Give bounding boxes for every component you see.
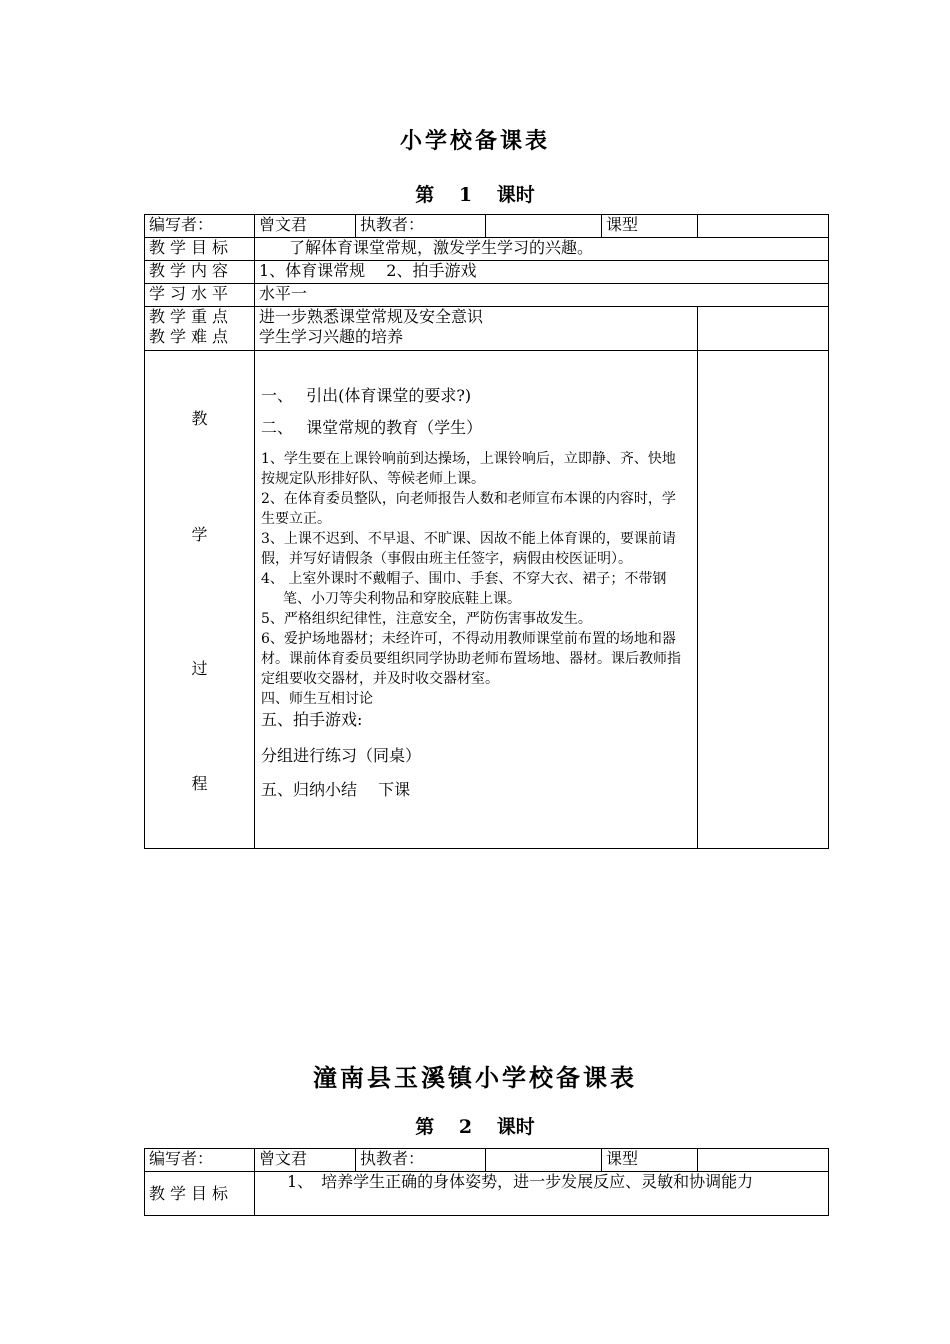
focus-value: 进一步熟悉课堂常规及安全意识 [259, 307, 484, 326]
doc1-lesson-heading [0, 180, 950, 207]
goal-label: 教学目标 [145, 1172, 255, 1216]
lesson-suffix: 课时 [496, 184, 535, 206]
lesson-number: 2 [458, 1116, 473, 1138]
type-value [698, 215, 829, 238]
content-row [145, 261, 829, 284]
process-item: 3、上课不迟到、不早退、不旷课、因故不能上体育课的，要课前请假，并写好请假条（事假由班主任签字，病假由校医证明）。 [261, 531, 676, 567]
content-label: 教学内容 [145, 261, 255, 284]
goal-label: 教学目标 [145, 238, 255, 261]
process-item: 2、在体育委员整队，向老师报告人数和老师宣布本课的内容时，学生要立正。 [261, 491, 676, 527]
teacher-label: 执教者： [356, 215, 486, 238]
author-value: 曾文君 [255, 215, 356, 238]
author-value: 曾文君 [255, 1149, 356, 1172]
focus-row [145, 307, 829, 351]
focus-notes [698, 307, 829, 351]
process-char: 程 [191, 774, 208, 793]
doc2-lesson-heading [0, 1112, 950, 1139]
doc1-lesson-table [144, 214, 829, 849]
process-item: 5、严格组织纪律性，注意安全，严防伤害事故发生。 [261, 611, 592, 627]
focus-label: 教学重点 [149, 307, 234, 326]
process-char: 过 [191, 659, 208, 678]
teacher-value [486, 1149, 602, 1172]
focus-labels [145, 307, 255, 351]
header-row [145, 215, 829, 238]
process-practice: 分组进行练习（同桌） [261, 746, 422, 765]
level-value: 水平一 [255, 284, 829, 307]
lesson-number: 1 [458, 184, 473, 206]
goal-value: 了解体育课堂常规，激发学生学习的兴趣。 [255, 238, 829, 261]
process-game: 五、拍手游戏: [261, 710, 363, 729]
process-row [145, 351, 829, 849]
process-label [145, 351, 255, 849]
process-summary: 五、归纳小结 下课 [261, 780, 411, 799]
content-value: 1、体育课常规 2、拍手游戏 [255, 261, 829, 284]
process-char: 教 [191, 409, 208, 428]
goal-row [145, 1172, 829, 1216]
process-item: 1、学生要在上课铃响前到达操场，上课铃响后，立即静、齐、快地按规定队形排好队、等候老师上课。 [261, 451, 676, 487]
type-label: 课型 [602, 1149, 698, 1172]
lesson-prefix: 第 [415, 184, 435, 206]
process-content [255, 351, 698, 849]
difficulty-value: 学生学习兴趣的培养 [259, 327, 404, 346]
author-label: 编写者： [145, 215, 255, 238]
lesson-prefix: 第 [415, 1116, 435, 1138]
process-item: 6、爱护场地器材；未经许可，不得动用教师课堂前布置的场地和器材。课前体育委员要组织同学协助老师布置场地、器材。课后教师指定组要收交器材，并及时收交器材室。 [261, 631, 681, 687]
lesson-suffix: 课时 [496, 1116, 535, 1138]
process-item: 四、师生互相讨论 [261, 691, 373, 707]
type-label: 课型 [602, 215, 698, 238]
goal-row [145, 238, 829, 261]
level-label: 学习水平 [145, 284, 255, 307]
level-row [145, 284, 829, 307]
doc2-title: 潼南县玉溪镇小学校备课表 [313, 1063, 637, 1092]
process-char: 学 [191, 525, 208, 544]
teacher-value [486, 215, 602, 238]
header-row [145, 1149, 829, 1172]
doc2-lesson-table [144, 1148, 829, 1216]
process-routine: 二、 课堂常规的教育（学生） [261, 418, 483, 437]
goal-value: 1、 培养学生正确的身体姿势，进一步发展反应、灵敏和协调能力 [255, 1172, 829, 1216]
teacher-label: 执教者： [356, 1149, 486, 1172]
process-item: 4、 上室外课时不戴帽子、围巾、手套、不穿大衣、裙子；不带钢笔、小刀等尖利物品和穿胶底鞋上课。 [261, 571, 667, 607]
process-intro: 一、 引出(体育课堂的要求?) [261, 386, 472, 405]
author-label: 编写者： [145, 1149, 255, 1172]
process-notes [698, 351, 829, 849]
doc1-title: 小学校备课表 [399, 128, 550, 154]
focus-values [255, 307, 698, 351]
type-value [698, 1149, 829, 1172]
difficulty-label: 教学难点 [149, 327, 234, 346]
